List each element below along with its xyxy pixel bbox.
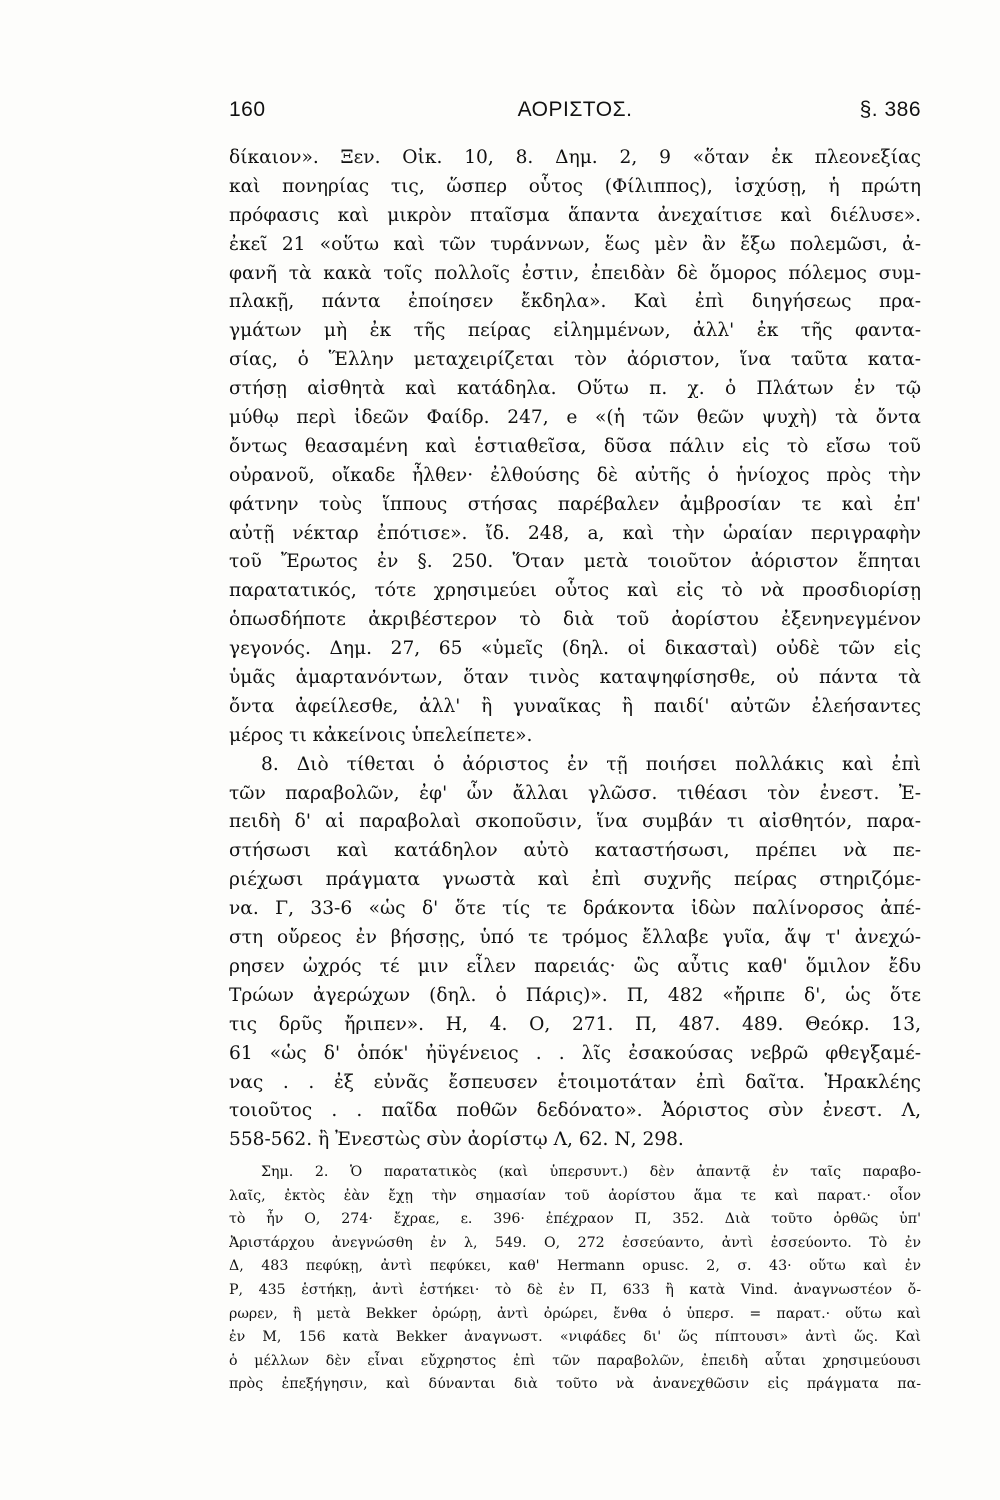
text-line: τις δρῦς ἤριπεν». Η, 4. Ο, 271. Π, 487. 489. Θεόκρ. 13, <box>229 1013 921 1035</box>
text-line: στήσῃ αἰσθητὰ καὶ κατάδηλα. Οὕτω π. χ. ὁ Πλάτων ἐν τῷ <box>229 378 921 400</box>
note-line: ρωρεν, ἢ μετὰ Bekker ὀρώρῃ, ἀντὶ ὀρώρει, ἔνθα ὁ ὑπερσ. = παρατ.· οὕτω καὶ <box>229 1305 921 1322</box>
text-line: πειδὴ δ' αἱ παραβολαὶ σκοποῦσιν, ἵνα συμβάν τι αἰσθητόν, παρα- <box>229 811 921 833</box>
running-title: ΑΟΡΙΣΤΟΣ. <box>517 98 633 121</box>
text-line: ρησεν ὠχρός τέ μιν εἷλεν παρειάς· ὣς αὖτις καθ' ὅμιλον ἔδυ <box>229 955 921 977</box>
section-number: §. 386 <box>859 98 921 121</box>
note-line: πρὸς ἐπεξήγησιν, καὶ δύνανται διὰ τοῦτο νὰ ἀνανεχθῶσιν εἰς πράγματα πα- <box>229 1376 921 1393</box>
text-line: ὑμᾶς ἁμαρτανόντων, ὅταν τινὸς καταψηφίσησθε, οὐ πάντα τὰ <box>229 667 921 689</box>
text-line: μέρος τι κἀκείνοις ὑπελείπετε». <box>229 724 533 746</box>
text-line: γεγονός. Δημ. 27, 65 «ὑμεῖς (δηλ. οἱ δικασταὶ) οὐδὲ τῶν εἰς <box>229 638 921 660</box>
text-line: στήσωσι καὶ κατάδηλον αὐτὸ καταστήσωσι, πρέπει νὰ πε- <box>229 840 921 862</box>
text-line: τοιοῦτος . . παῖδα ποθῶν δεδόνατο». Ἀόριστος σὺν ἐνεστ. Λ, <box>229 1100 921 1122</box>
note-line: ἐν Μ, 156 κατὰ Bekker ἀναγνωστ. «νιφάδες δι' ὥς πίπτουσι» ἀντὶ ὥς. Καὶ <box>229 1329 921 1346</box>
text-line: δίκαιον». Ξεν. Οἰκ. 10, 8. Δημ. 2, 9 «ὅταν ἐκ πλεονεξίας <box>229 147 921 168</box>
text-line: πλακῇ, πάντα ἐποίησεν ἔκδηλα». Καὶ ἐπὶ διηγήσεως πρα- <box>229 291 921 313</box>
text-line: φανῆ τὰ κακὰ τοῖς πολλοῖς ἐστιν, ἐπειδὰν δὲ ὅμορος πόλεμος συμ- <box>229 262 921 284</box>
text-line: πρόφασις καὶ μικρὸν πταῖσμα ἅπαντα ἀνεχαίτισε καὶ διέλυσε». <box>229 204 921 226</box>
note-line: λαῖς, ἐκτὸς ἐὰν ἔχῃ τὴν σημασίαν τοῦ ἀορίστου ἅμα τε καὶ παρατ.· οἷον <box>229 1187 921 1204</box>
text-line: ὄντα ἀφείλεσθε, ἀλλ' ἢ γυναῖκας ἢ παιδί' αὐτῶν ἐλεήσαντες <box>229 695 921 717</box>
text-line: Τρώων ἀγερώχων (δηλ. ὁ Πάρις)». Π, 482 «ἤριπε δ', ὡς ὅτε <box>229 984 921 1006</box>
note-line: Σημ. 2. Ὁ παρατατικὸς (καὶ ὑπερσυντ.) δὲν ἀπαντᾷ ἐν ταῖς παραβο- <box>261 1164 921 1180</box>
text-line: καὶ πονηρίας τις, ὥσπερ οὗτος (Φίλιππος), ἰσχύσῃ, ἡ πρώτη <box>229 175 921 197</box>
text-line: να. Γ, 33-6 «ὡς δ' ὅτε τίς τε δράκοντα ἰδὼν παλίνορσος ἀπέ- <box>229 898 921 920</box>
text-line: ριέχωσι πράγματα γνωστὰ καὶ ἐπὶ συχνῆς πείρας στηριζόμε- <box>229 869 921 891</box>
text-line: μύθῳ περὶ ἰδεῶν Φαίδρ. 247, e «(ἡ τῶν θεῶν ψυχὴ) τὰ ὄντα <box>229 407 921 429</box>
text-line: ἐκεῖ 21 «οὕτω καὶ τῶν τυράννων, ἕως μὲν ἂν ἔξω πολεμῶσι, ἀ- <box>229 233 921 255</box>
text-line: τῶν παραβολῶν, ἐφ' ὧν ἄλλαι γλῶσσ. τιθέασι τὸν ἐνεστ. Ἐ- <box>229 782 921 804</box>
text-line: τοῦ Ἔρωτος ἐν §. 250. Ὅταν μετὰ τοιοῦτον ἀόριστον ἕπηται <box>229 551 921 573</box>
note-line: Δ, 483 πεφύκῃ, ἀντὶ πεφύκει, καθ' Hermann opusc. 2, σ. 43· οὕτω καὶ ἐν <box>229 1258 921 1275</box>
text-line: αὐτῇ νέκταρ ἐπότισε». ἴδ. 248, a, καὶ τὴν ὡραίαν περιγραφὴν <box>229 522 921 544</box>
text-line: γμάτων μὴ ἐκ τῆς πείρας εἰλημμένων, ἀλλ' ἐκ τῆς φαντα- <box>229 320 921 342</box>
text-line: παρατατικός, τότε χρησιμεύει οὗτος καὶ εἰς τὸ νὰ προσδιορίσῃ <box>229 580 921 602</box>
note-line: Ἀριστάρχου ἀνεγνώσθη ἐν λ, 549. Ο, 272 ἐσσεύαντο, ἀντὶ ἐσσεύοντο. Τὸ ἐν <box>229 1234 921 1251</box>
note-line: τὸ ἦν Ο, 274· ἔχραε, ε. 396· ἐπέχραον Π, 352. Διὰ τοῦτο ὀρθῶς ὑπ' <box>229 1211 921 1228</box>
paragraph-start-line: 8. Διὸ τίθεται ὁ ἀόριστος ἐν τῇ ποιήσει πολλάκις καὶ ἐπὶ <box>261 753 921 775</box>
text-line: στη οὔρεος ἐν βήσσῃς, ὑπό τε τρόμος ἔλλαβε γυῖα, ἄψ τ' ἀνεχώ- <box>229 927 921 949</box>
text-line: 61 «ὡς δ' ὁπόκ' ἠϋγένειος . . λῖς ἐσακούσας νεβρῶ φθεγξαμέ- <box>229 1042 921 1064</box>
note-line: Ρ, 435 ἑστήκῃ, ἀντὶ ἑστήκει· τὸ δὲ ἐν Π, 633 ἢ κατὰ Vind. ἀναγνωστέον ὄ- <box>229 1281 921 1298</box>
text-line: ὄντως θεασαμένη καὶ ἑστιαθεῖσα, δῦσα πάλιν εἰς τὸ εἴσω τοῦ <box>229 435 921 457</box>
text-line: φάτνην τοὺς ἵππους στήσας παρέβαλεν ἀμβροσίαν τε καὶ ἐπ' <box>229 493 921 515</box>
text-line: ὁπωσδήποτε ἀκριβέστερον τὸ διὰ τοῦ ἀορίστου ἐξενηνεγμένον <box>229 609 921 631</box>
note-section <box>229 1161 921 1397</box>
text-line: οὐρανοῦ, οἴκαδε ἦλθεν· ἐλθούσης δὲ αὐτῆς ὁ ἡνίοχος πρὸς τὴν <box>229 464 921 486</box>
note-line: ὁ μέλλων δὲν εἶναι εὔχρηστος ἐπὶ τῶν παραβολῶν, ἐπειδὴ αὗται χρησιμεύουσι <box>229 1352 921 1369</box>
text-line: σίας, ὁ Ἕλλην μεταχειρίζεται τὸν ἀόριστον, ἵνα ταῦτα κατα- <box>229 349 921 371</box>
text-line: νας . . ἐξ εὐνᾶς ἔσπευσεν ἑτοιμοτάταν ἐπὶ δαῖτα. Ἡρακλέης <box>229 1071 921 1093</box>
main-text <box>229 144 921 1155</box>
running-header <box>229 98 921 128</box>
text-line: 558-562. ἢ Ἐνεστὼς σὺν ἀορίστῳ Λ, 62. Ν, 298. <box>229 1129 684 1151</box>
page-number: 160 <box>229 98 266 121</box>
